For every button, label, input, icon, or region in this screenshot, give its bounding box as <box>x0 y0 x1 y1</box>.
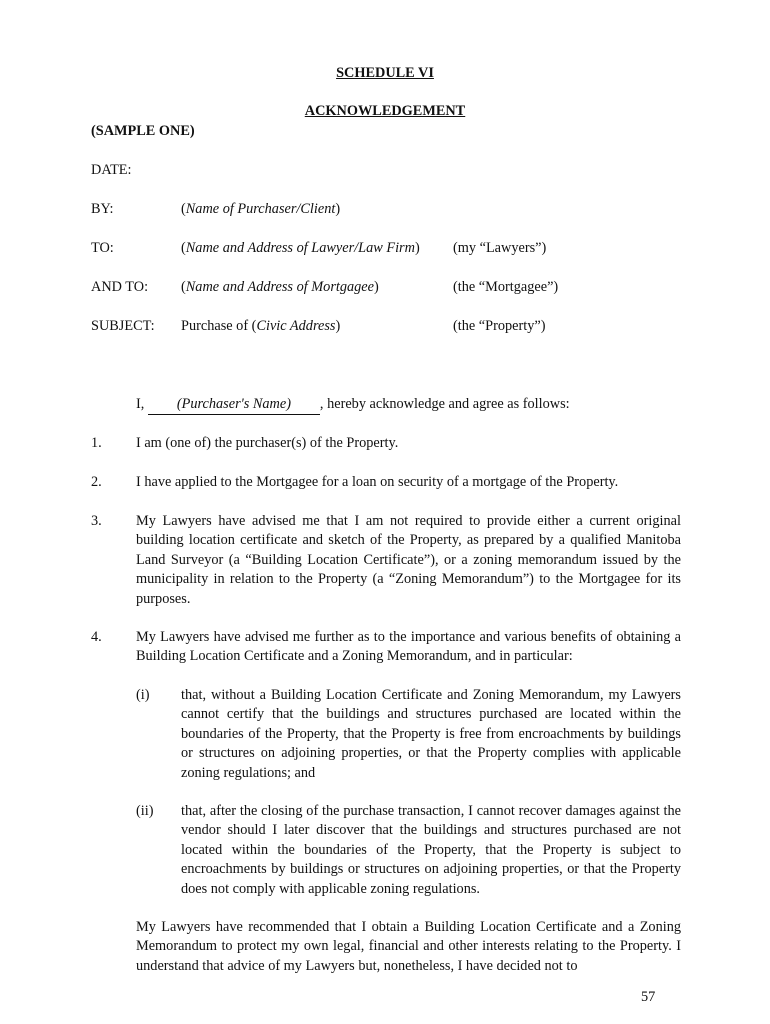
subject-note: (the “Property”) <box>453 318 546 334</box>
subitem-number: (ii) <box>136 803 154 819</box>
item-text: My Lawyers have advised me that I am not required to provide either a current original building location certificate and sketch of the Property, as prepared by a qualified Manitoba Land Surveyor (a “Building Location Certificate”), or a zoning memorandum issued by the municipality in relation to the Property (a “Zoning Memorandum”) to the Mortgagee for its purposes. <box>136 513 681 607</box>
to-label: TO: <box>91 240 114 256</box>
item-number: 4. <box>91 629 102 645</box>
subject-value: Purchase of (Civic Address) <box>181 318 341 334</box>
and-to-value: (Name and Address of Mortgagee) <box>181 279 379 295</box>
item-number: 2. <box>91 474 102 490</box>
sample-label: (SAMPLE ONE) <box>91 123 195 139</box>
item-text: I am (one of) the purchaser(s) of the Property. <box>136 435 399 451</box>
item-text: My Lawyers have advised me further as to the importance and various benefits of obtaining a Building Location Certificate and a Zoning Memorandum, and in particular: <box>136 629 681 665</box>
intro-line: I, (Purchaser's Name) , hereby acknowledge and agree as follows: <box>136 395 570 415</box>
subitem-text: that, without a Building Location Certificate and Zoning Memorandum, my Lawyers cannot certify that the buildings and structures purchased are located within the boundaries of the Property, that the Property is free from encroachments by buildings or structures on adjoining properties, or that the Property complies with applicable zoning regulations; and <box>181 687 681 781</box>
subject-label: SUBJECT: <box>91 318 155 334</box>
purchaser-name-blank: (Purchaser's Name) <box>148 395 320 415</box>
document-title: ACKNOWLEDGEMENT <box>304 103 466 119</box>
subitem-text: that, after the closing of the purchase transaction, I cannot recover damages against the vendor should I later discover that the buildings and structures purchased are not located within the boundaries of the Property, that the Property is subject to encroachments by buildings or structures on adjoining properties, or that the Property does not comply with applicable zoning regulations. <box>181 803 681 897</box>
to-value: (Name and Address of Lawyer/Law Firm) <box>181 240 420 256</box>
and-to-note: (the “Mortgagee”) <box>453 279 559 295</box>
page-number: 57 <box>641 989 656 1005</box>
item-number: 3. <box>91 513 102 529</box>
subitem-number: (i) <box>136 687 150 703</box>
to-note: (my “Lawyers”) <box>453 240 547 256</box>
schedule-title: SCHEDULE VI <box>336 65 434 81</box>
item-text: I have applied to the Mortgagee for a loan on security of a mortgage of the Property. <box>136 474 619 490</box>
date-label: DATE: <box>91 162 132 178</box>
by-label: BY: <box>91 201 114 217</box>
and-to-label: AND TO: <box>91 279 149 295</box>
closing-paragraph: My Lawyers have recommended that I obtain a Building Location Certificate and a Zoning Memorandum to protect my own legal, financial and other interests relating to the Property. I understand that advice of my Lawyers but, nonetheless, I have decided not to <box>136 919 681 974</box>
by-value: (Name of Purchaser/Client) <box>181 201 341 217</box>
item-number: 1. <box>91 435 102 451</box>
